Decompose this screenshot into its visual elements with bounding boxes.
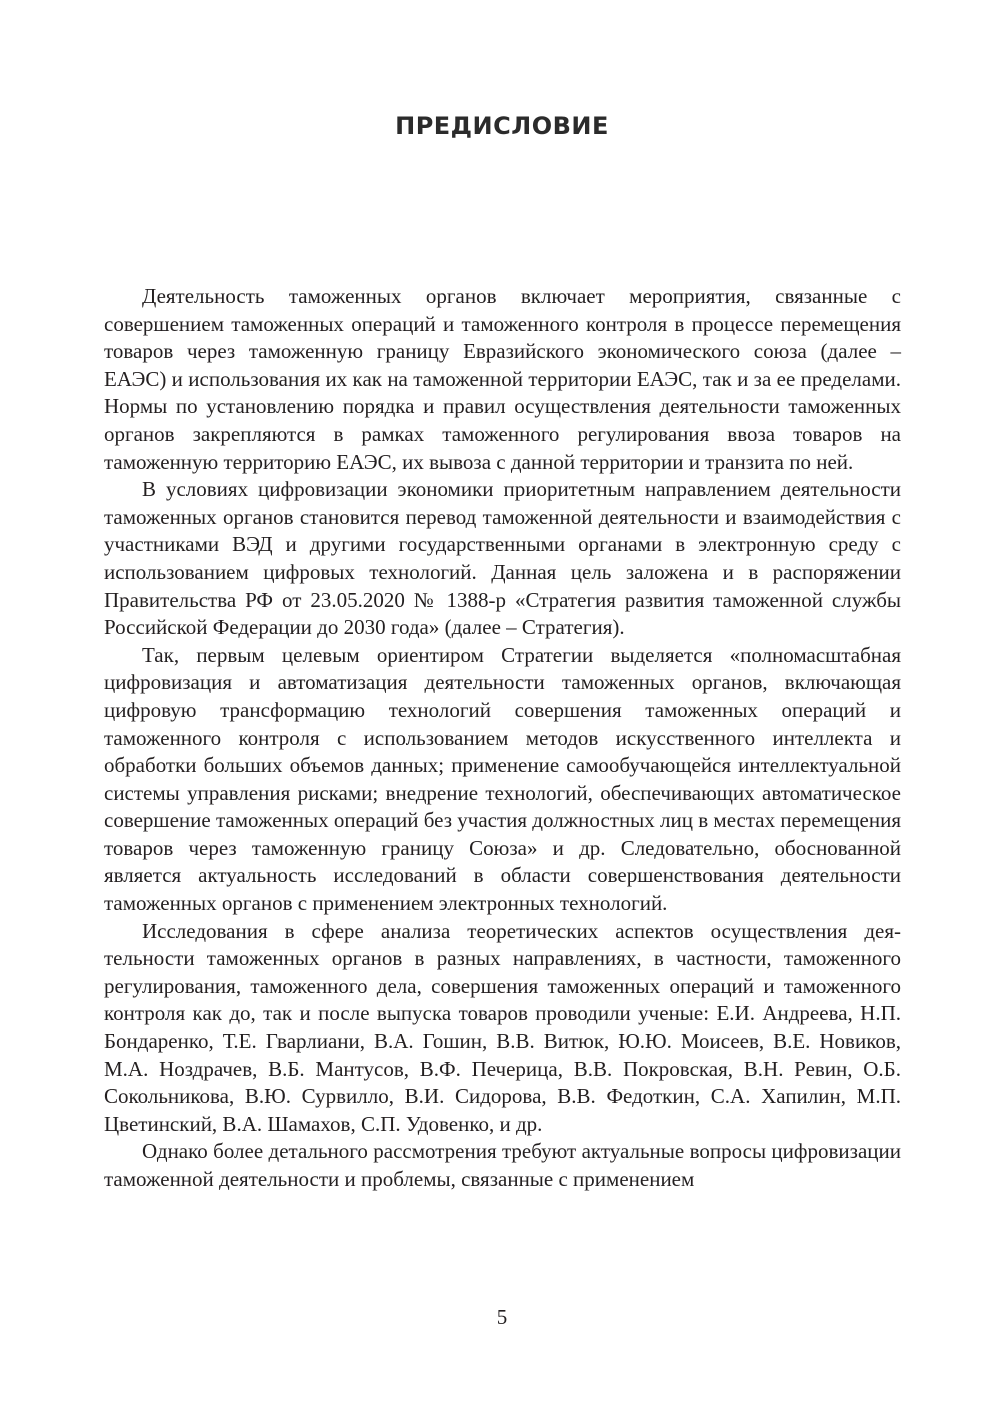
chapter-heading: ПРЕДИСЛОВИЕ [395,112,609,140]
paragraph-4: Исследования в сфере анализа теоретических аспектов осуществления деятельности таможенных органов в разных направлениях, в частности, таможенного регулирования, таможенного дела, совершения таможенных операций и таможенного контроля как до, так и после выпуска товаров проводили ученые: Е.И. Андреева, Н.П. Бондаренко, Т.Е. Гварлиани, В.А. Гошин, В.В. Витюк, Ю.Ю. Моисеев, В.Е. Новиков, М.А. Ноздрачев, В.Б. Мантусов, В.Ф. Печерица, В.В. Покровская, В.Н. Ревин, О.Б. Сокольникова, В.Ю. Сурвилло, В.И. Сидорова, В.В. Федоткин, С.А. Хапилин, М.П. Цветинский, В.А. Шамахов, С.П. Удовенко, и др. [104,918,901,1136]
body-text [104,283,901,1194]
paragraph-1: Деятельность таможенных органов включает мероприятия, связанные с совершением таможенных операций и таможенного контроля в процессе перемещения товаров через таможенную границу Евразийского экономического союза (далее – ЕАЭС) и использования их как на таможенной территории ЕАЭС, так и за ее пределами. Нормы по установлению порядка и правил осуществления деятельности таможенных органов закрепляются в рамках таможенного регулирования ввоза товаров на таможенную территорию ЕАЭС, их вывоза с данной территории и транзита по ней. [104,284,901,474]
paragraph-3: Так, первым целевым ориентиром Стратегии выделяется «полномасштабная цифровизация и автоматизация деятельности таможенных органов, включающая цифровую трансформацию технологий совершения таможенных операций и таможенного контроля с использованием методов искусственного интеллекта и обработки больших объемов данных; применение самообучающейся интеллектуальной системы управления рисками; внедрение технологий, обеспечивающих автоматическое совершение таможенных операций без участия должностных лиц в местах перемещения товаров через таможенную границу Союза» и др. Следовательно, обоснованной является актуальность исследований в области совершенствования деятельности таможенных органов с применением электронных технологий. [104,642,901,916]
page-number: 5 [496,1305,508,1329]
paragraph-2: В условиях цифровизации экономики приоритетным направлением деятельности таможенных органов становится перевод таможенной деятельности и взаимодействия с участниками ВЭД и другими государственными органами в электронную среду с использованием цифровых технологий. Данная цель заложена и в распоряжении Правительства РФ от 23.05.2020 № 1388-р «Стратегия развития таможенной службы Российской Федерации до 2030 года» (далее – Стратегия). [104,477,901,640]
paragraph-5: Однако более детального рассмотрения требуют актуальные вопросы цифровизации таможенной деятельности и проблемы, связанные с применением [104,1139,901,1191]
